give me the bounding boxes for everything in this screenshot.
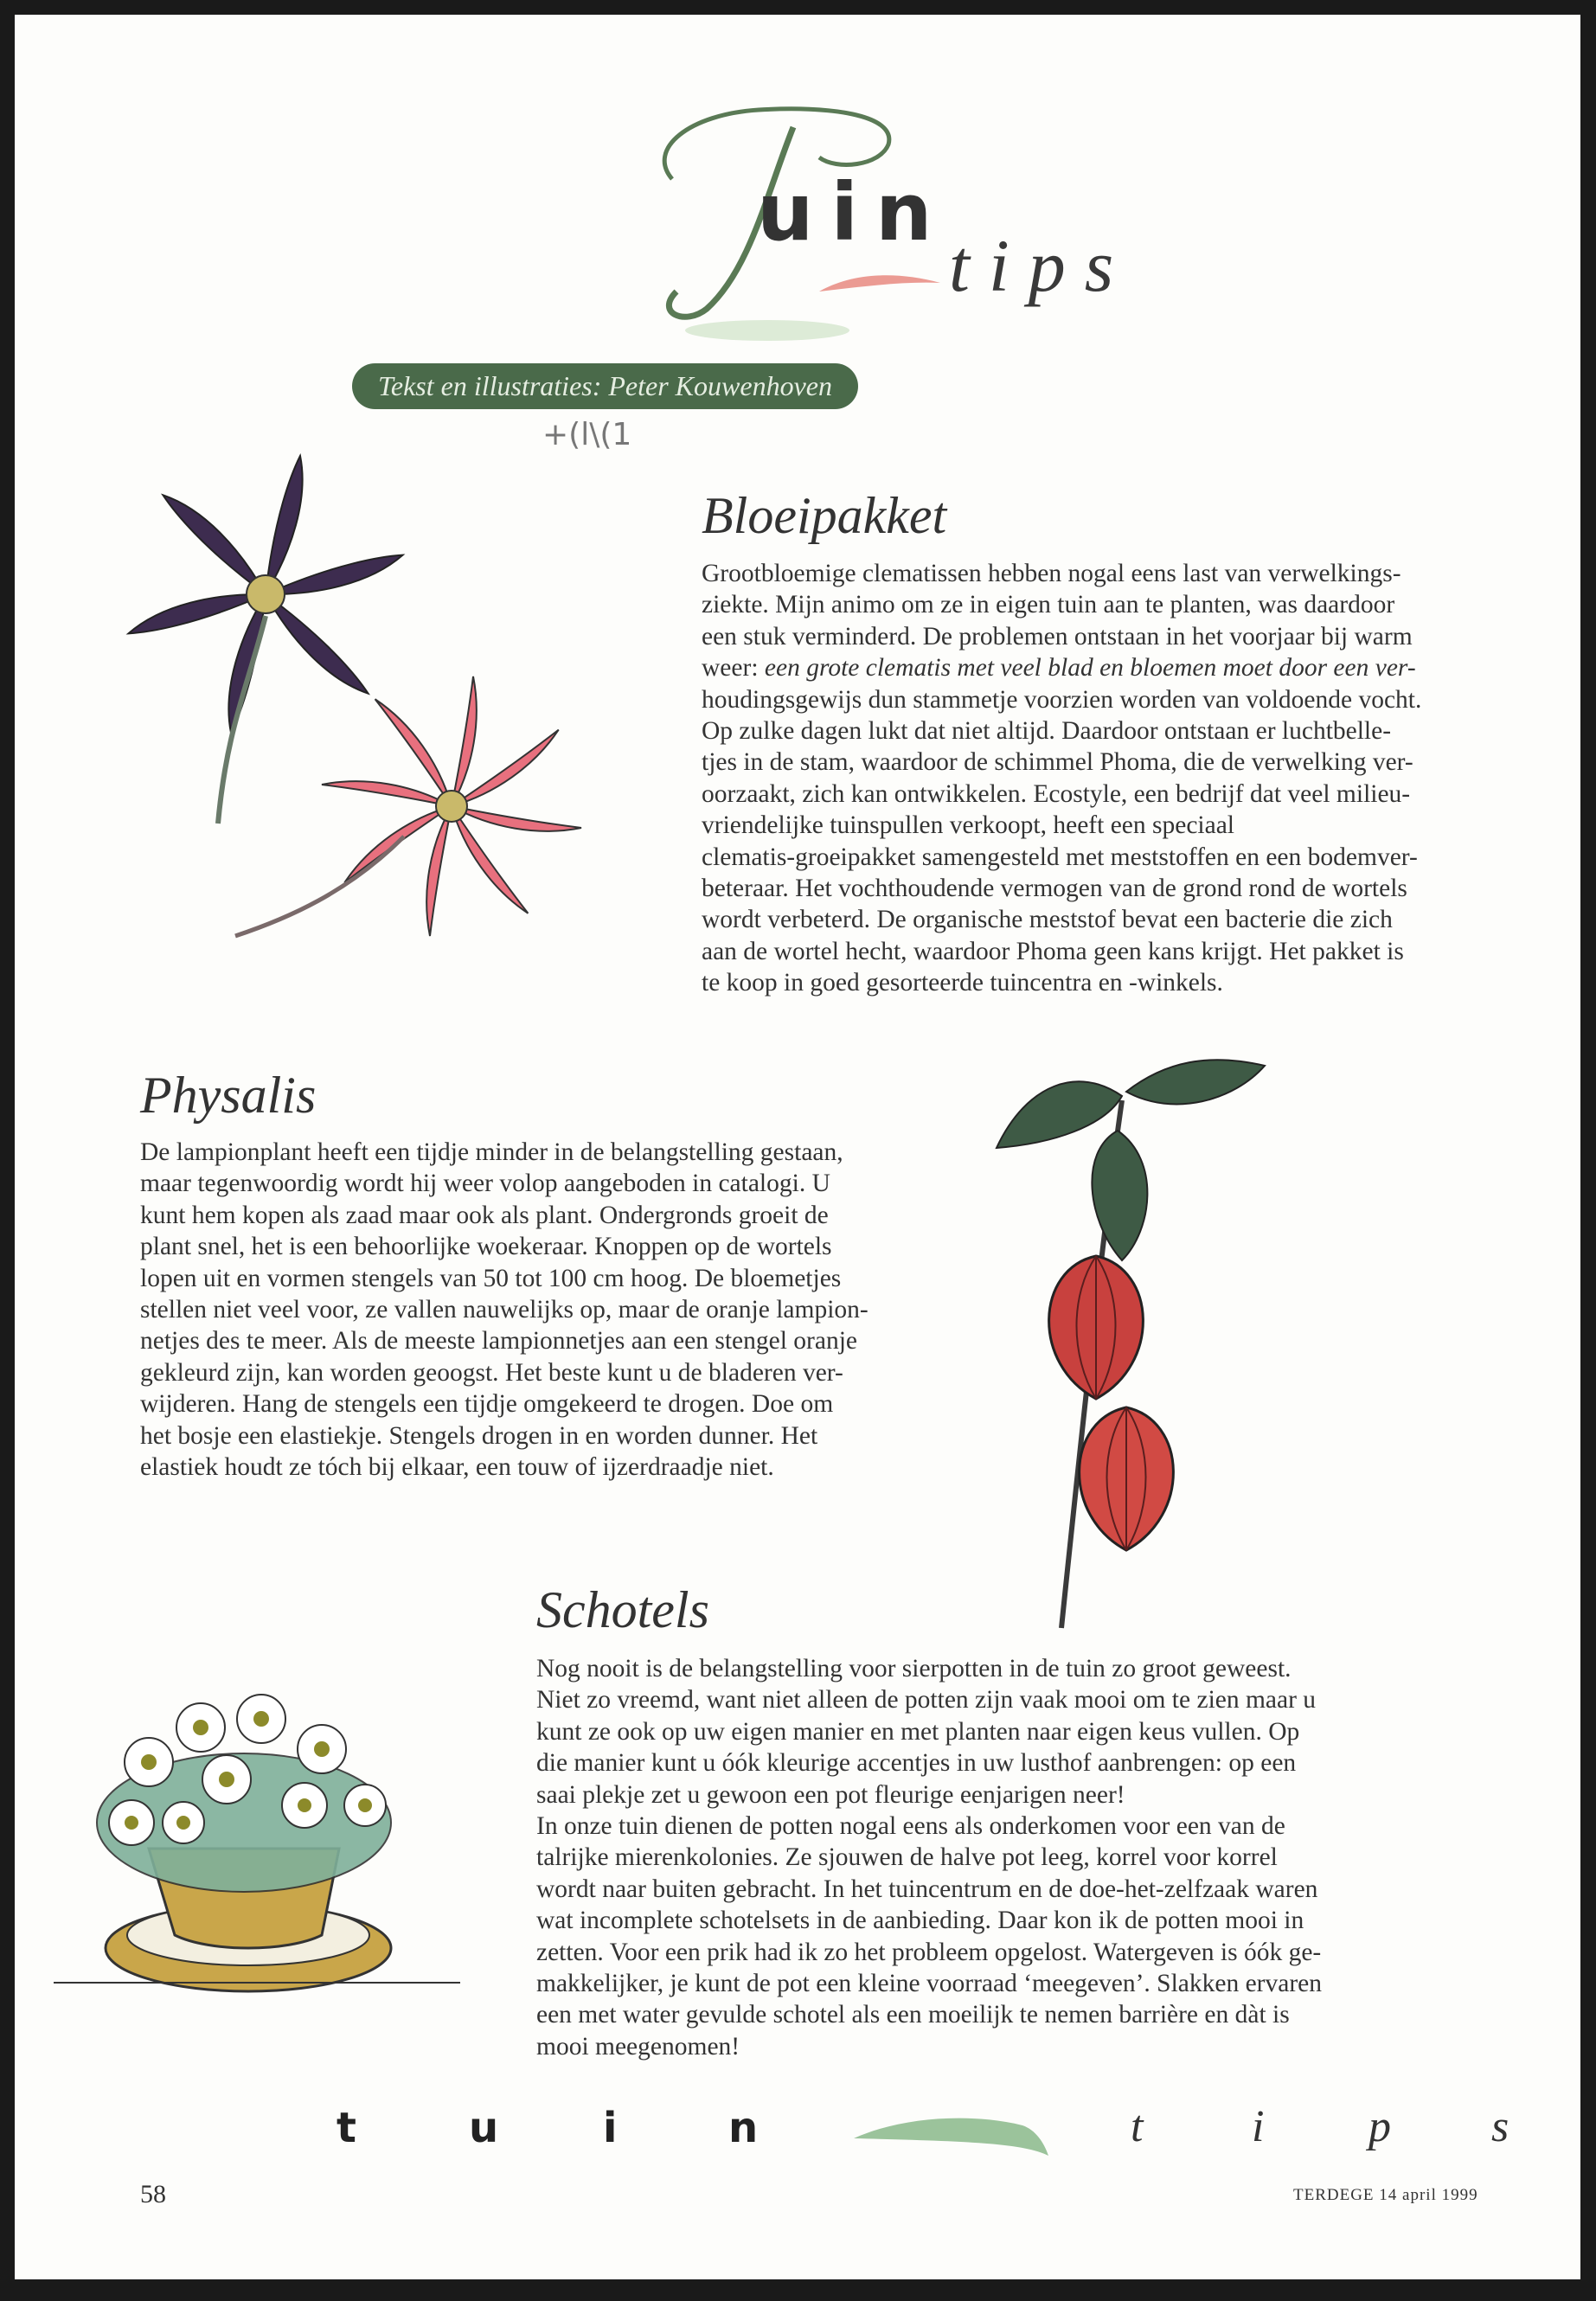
text-line: beteraar. Het vochthoudende vermogen van de grond rond de wortels: [702, 875, 1407, 903]
title-tuin: uin: [757, 166, 950, 259]
emphasis-line: weer: een grote clematis met veel blad en bloemen moet door een ver-: [702, 654, 1416, 683]
text-line: Grootbloemige clematissen hebben nogal eens last van verwelkings-: [702, 560, 1401, 587]
schotels-body: [536, 1653, 1488, 2062]
pink-clematis: [322, 676, 581, 936]
text-line: ziekte. Mijn animo om ze in eigen tuin aan te planten, was daardoor: [702, 591, 1395, 619]
footer-letter: i: [1252, 2102, 1265, 2151]
text-line: maar tegenwoordig wordt hij weer volop aangeboden in catalogi. U: [140, 1170, 830, 1198]
text-line: mooi meegenomen!: [536, 2032, 740, 2061]
footer-letter: i: [603, 2104, 618, 2152]
handwritten-mark: +(l\(1: [542, 417, 632, 452]
header: [15, 15, 1580, 465]
text-line: aan de wortel hecht, waardoor Phoma geen kans krijgt. Het pakket is: [702, 937, 1404, 965]
footer-tips: [15, 2101, 1580, 2170]
lantern: [1049, 1256, 1144, 1399]
leaf: [997, 1081, 1122, 1148]
footer-letter: p: [1368, 2102, 1391, 2151]
lantern: [1080, 1407, 1174, 1550]
bloeipakket-body: [702, 558, 1549, 999]
text-line: lopen uit en vormen stengels van 50 tot 100 cm hoog. De bloemetjes: [140, 1264, 842, 1292]
footer-letter: t: [337, 2104, 356, 2152]
text-line: In onze tuin dienen de potten nogal eens als onderkomen voor een van de: [536, 1812, 1285, 1841]
footer-letter: n: [728, 2104, 759, 2152]
text-line: een met water gevulde schotel als een moeilijk te nemen barrière en dàt is: [536, 2001, 1290, 2029]
clematis-illustration: [62, 443, 651, 962]
text-line: wat incomplete schotelsets in de aanbieding. Daar kon ik de potten mooi in: [536, 1907, 1304, 1935]
flowerpot-illustration: [54, 1641, 469, 2013]
text-line: talrijke mierenkolonies. Ze sjouwen de halve pot leeg, korrel voor korrel: [536, 1843, 1278, 1872]
text-line: wordt verbeterd. De organische meststof bevat een bacterie die zich: [702, 906, 1393, 934]
footer-letter: u: [469, 2104, 499, 2152]
purple-clematis: [127, 456, 404, 733]
text-line: kunt ze ook op uw eigen manier en met planten naar eigen keus vullen. Op: [536, 1717, 1300, 1746]
text-line: Op zulke dagen lukt dat niet altijd. Daardoor ontstaan er luchtbelle-: [702, 717, 1392, 746]
text-line: [702, 684, 1549, 715]
text-line: stellen niet veel voor, ze vallen nauwelijks op, maar de oranje lampion-: [140, 1296, 869, 1324]
text-line: Nog nooit is de belangstelling voor sierpotten in de tuin zo groot geweest.: [536, 1655, 1292, 1682]
text-line: De lampionplant heeft een tijdje minder in de belangstelling gestaan,: [140, 1138, 843, 1166]
schotels-title: Schotels: [536, 1581, 709, 1638]
text-line: wijderen. Hang de stengels een tijdje omgekeerd te drogen. Doe om: [140, 1390, 834, 1419]
page-number: 58: [140, 2180, 166, 2208]
text-line: te koop in goed gesorteerde tuincentra en -winkels.: [702, 969, 1223, 997]
text-line: wordt naar buiten gebracht. In het tuincentrum en de doe-het-zelfzaak waren: [536, 1875, 1318, 1903]
text-line: netjes des te meer. Als de meeste lampionnetjes aan een stengel oranje: [140, 1327, 857, 1356]
emphasis-line: houdingsgewijs dun stammetje voorzien worden van voldoende vocht.: [702, 685, 1422, 714]
title-brush-stroke: [815, 266, 945, 300]
leaf: [1126, 1060, 1265, 1104]
footer-letter: t: [1131, 2102, 1144, 2151]
text-line: een stuk verminderd. De problemen ontstaan in het voorjaar bij warm: [702, 622, 1413, 651]
credit-badge: Tekst en illustraties: Peter Kouwenhoven: [352, 363, 858, 409]
physalis-body: [140, 1137, 971, 1483]
text-line: zetten. Voor een prik had ik zo het probleem opgelost. Watergeven is óók ge-: [536, 1938, 1322, 1966]
bloeipakket-title: Bloeipakket: [702, 487, 947, 544]
text-line: gekleurd zijn, kan worden geoogst. Het beste kunt u de bladeren ver-: [140, 1358, 843, 1387]
text-line: makkelijker, je kunt de pot een kleine voorraad ‘meegeven’. Slakken ervaren: [536, 1970, 1323, 1998]
text-line: clematis-groeipakket samengesteld met meststoffen en een bodemver-: [702, 843, 1418, 871]
text-line: elastiek houdt ze tóch bij elkaar, een touw of ijzerdraadje niet.: [140, 1453, 774, 1482]
foliage: [97, 1695, 391, 1892]
footer-letter: s: [1491, 2102, 1509, 2151]
publication-info: TERDEGE 14 april 1999: [1293, 2186, 1478, 2204]
text-line: [702, 652, 1549, 683]
physalis-illustration: [992, 1048, 1269, 1645]
text-line: Niet zo vreemd, want niet alleen de potten zijn vaak mooi om te zien maar u: [536, 1686, 1317, 1715]
text-line: het bosje een elastiekje. Stengels drogen in en worden dunner. Het: [140, 1421, 818, 1450]
text-line: oorzaakt, zich kan ontwikkelen. Ecostyle, een bedrijf dat veel milieu-: [702, 779, 1411, 808]
text-line: plant snel, het is een behoorlijke woekeraar. Knoppen op de wortels: [140, 1233, 832, 1261]
text-line: die manier kunt u óók kleurige accentjes in uw lusthof aanbrengen: op een: [536, 1749, 1297, 1778]
magazine-page: [15, 15, 1580, 2279]
text-line: tjes in de stam, waardoor de schimmel Phoma, die de verwelking ver-: [702, 748, 1413, 777]
title-tips: tips: [949, 224, 1133, 307]
leaf: [1092, 1131, 1147, 1260]
text-line: vriendelijke tuinspullen verkoopt, heeft een speciaal: [702, 811, 1234, 840]
text-line: kunt hem kopen als zaad maar ook als plant. Ondergronds groeit de: [140, 1201, 829, 1229]
physalis-title: Physalis: [140, 1067, 317, 1124]
text-line: saai plekje zet u gewoon een pot fleurige eenjarigen neer!: [536, 1780, 1125, 1809]
